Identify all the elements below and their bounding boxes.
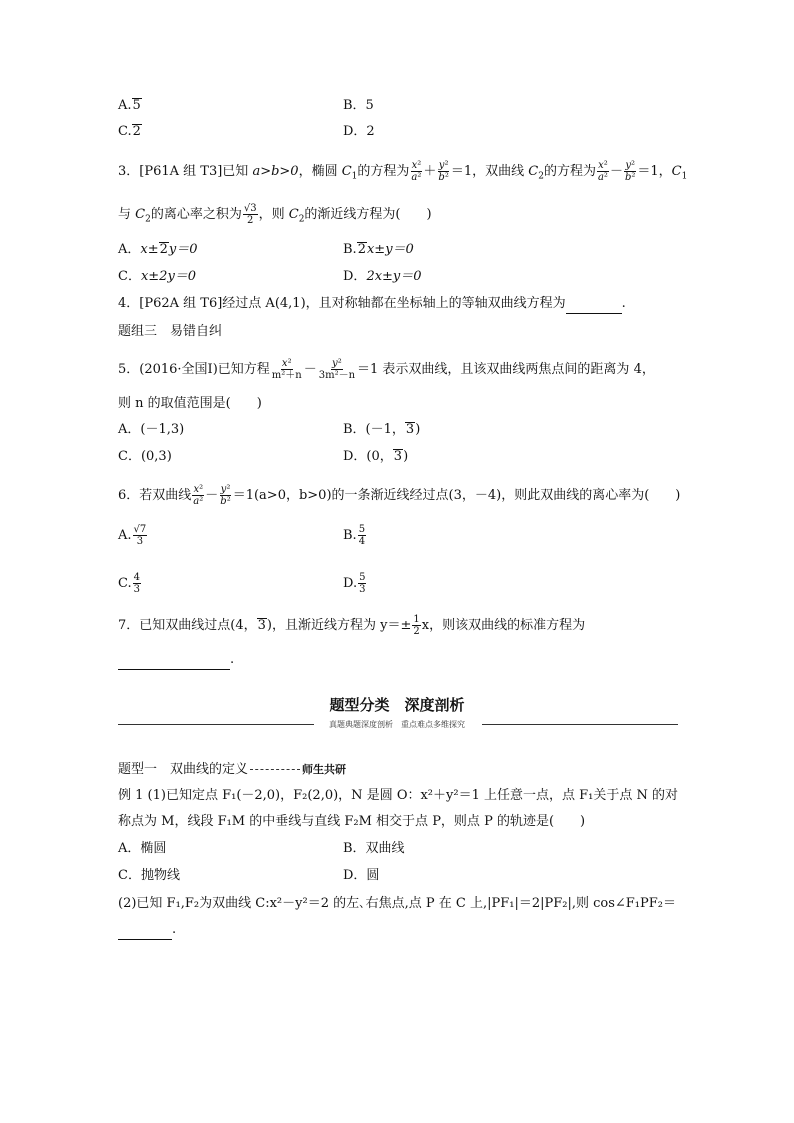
ex1-part2-answer-blank[interactable]: .	[118, 920, 176, 940]
q3-stem-line1: 3．[P61A 组 T3]已知 a>b>0，椭圆 $C_1$的方程为 $\frac{\text{x²}}{\text{a²}}$ ＋ $\frac{\text{y²}}{\text{b²}}$ ＝1，双曲线 $C_2$的方程为 $\frac{\text{x²}}{\text{a²}}$ － $\frac{\text{y²}}{\text{b²}}$ ＝1，$C_1$	[118, 160, 688, 183]
q7-stem: 7．已知双曲线过点(4，3)，且渐近线方程为 y＝± $\frac{1}{2}$ x，则该双曲线的标准方程为	[118, 614, 586, 637]
q5-stem-line1: 5．(2016·全国Ⅰ)已知方程 $\frac{\text{x²}}{\text{m²＋n}}$ － $\frac{\text{y²}}{\text{3m²－n}}$ ＝1 表示双曲线，且该双曲线两焦点间的距离为 4，	[118, 358, 655, 381]
ex1-line1: 例 1 (1)已知定点 F₁(－2,0)，F₂(2,0)，N 是圆 O：x²＋y²＝1 上任意一点，点 F₁关于点 N 的对	[118, 788, 678, 803]
q5-stem-line2: 则 n 的取值范围是( )	[118, 396, 262, 411]
q3-option-b: B.2x±y＝0	[343, 242, 414, 257]
type1-heading: 题型一 双曲线的定义 师生共研	[118, 762, 347, 777]
q3-option-c: C．x±2y＝0	[118, 269, 197, 284]
ex1-line2: 称点为 M，线段 F₁M 的中垂线与直线 F₂M 相交于点 P，则点 P 的轨迹是( )	[118, 814, 586, 829]
q3-option-d: D．2x±y＝0	[343, 269, 422, 284]
ex1-option-d: D．圆	[343, 868, 380, 883]
q3-stem-line2: 与 $C_2$的离心率之积为 $\frac{√3}{2}$ ，则 $C_2$的渐近线方程为( )	[118, 203, 432, 226]
ex1-option-b: B．双曲线	[343, 841, 405, 856]
q6-option-c: C. $\frac{4}{3}$	[118, 572, 140, 595]
ex1-part2: (2)已知 F₁,F₂为双曲线 C:x²－y²＝2 的左､右焦点,点 P 在 C 上,|PF₁|＝2|PF₂|,则 cos∠F₁PF₂＝	[118, 896, 676, 911]
arrow-icon	[250, 769, 300, 770]
ex1-option-a: A．椭圆	[118, 841, 167, 856]
q4-stem: 4．[P62A 组 T6]经过点 A(4,1)，且对称轴都在坐标轴上的等轴双曲线方程为 .	[118, 294, 626, 314]
section-title: 题型分类 深度剖析	[329, 696, 465, 714]
q2-option-c: C.2	[118, 124, 141, 139]
q5-option-c: C．(0,3)	[118, 449, 172, 464]
q2-option-a: A.5	[118, 98, 141, 113]
q6-stem: 6．若双曲线 $\frac{\text{x²}}{\text{a²}}$ － $\frac{\text{y²}}{\text{b²}}$ ＝1(a>0，b>0)的一条渐近线经过点(3，－4)，则此双曲线的离心率为( )	[118, 484, 681, 507]
q2-option-b: B．5	[343, 98, 374, 113]
section-subtitle: 真题典题深度剖析 重点难点多维探究	[329, 720, 465, 729]
q6-option-b: B. $\frac{5}{4}$	[343, 524, 366, 547]
group3-heading: 题组三 易错自纠	[118, 324, 223, 339]
q7-answer-blank[interactable]: .	[118, 650, 234, 670]
q5-option-b: B．(－1，3)	[343, 422, 421, 437]
q6-option-a: A. $\frac{√7}{3}$	[118, 524, 147, 547]
q6-option-d: D. $\frac{5}{3}$	[343, 572, 366, 595]
q2-option-d: D．2	[343, 124, 375, 139]
q3-option-a: A．x±2y＝0	[118, 242, 198, 257]
q5-option-d: D．(0，3)	[343, 449, 409, 464]
q5-option-a: A．(－1,3)	[118, 422, 185, 437]
ex1-option-c: C．抛物线	[118, 868, 180, 883]
